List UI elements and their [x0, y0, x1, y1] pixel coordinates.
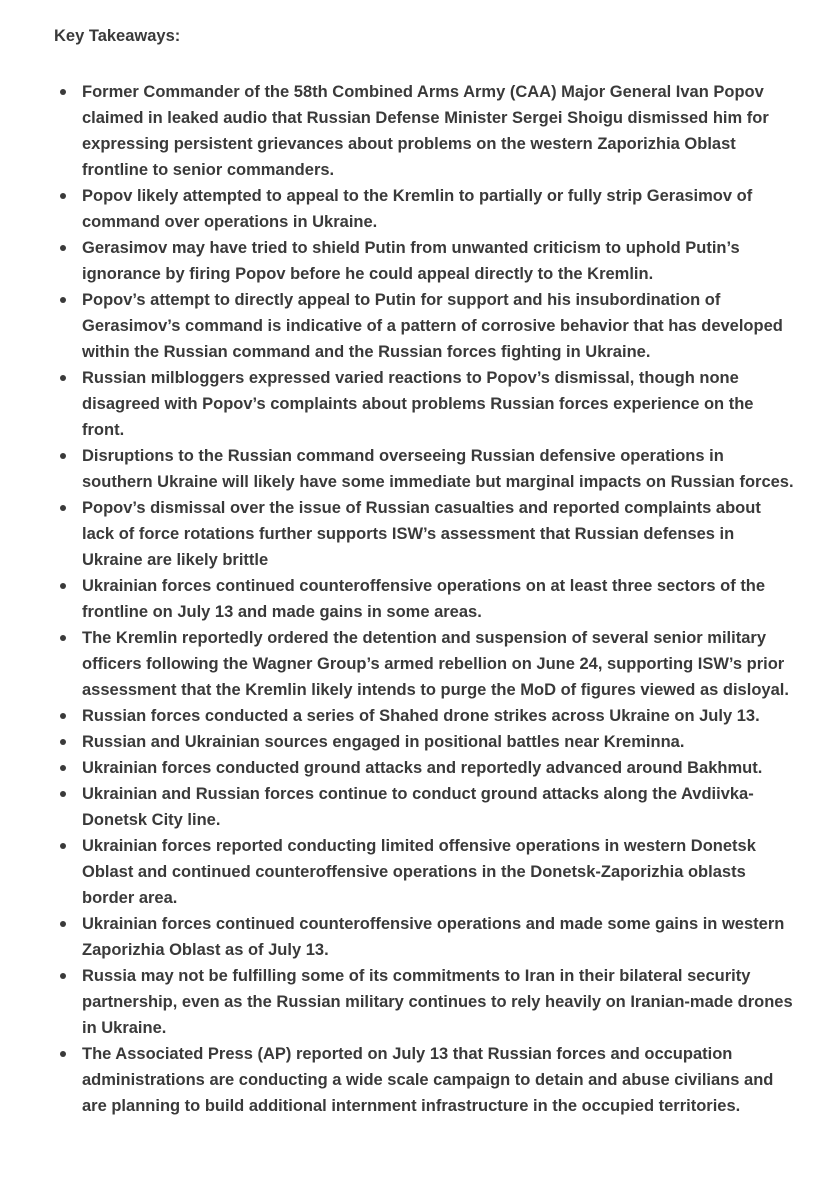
- bullet-icon: [60, 453, 66, 459]
- section-heading: Key Takeaways:: [54, 27, 181, 45]
- list-item: [82, 729, 795, 755]
- list-item: [82, 833, 795, 911]
- list-item-text: Ukrainian forces continued counteroffensive operations and made some gains in western Zaporizhia Oblast as of July 13.: [82, 915, 785, 959]
- bullet-icon: [60, 505, 66, 511]
- bullet-icon: [60, 245, 66, 251]
- bullet-icon: [60, 193, 66, 199]
- bullet-icon: [60, 635, 66, 641]
- bullet-icon: [60, 791, 66, 797]
- list-item: [82, 183, 795, 235]
- list-item: [82, 365, 795, 443]
- list-item: [82, 443, 795, 495]
- list-item-text: Ukrainian forces continued counteroffensive operations on at least three sectors of the frontline on July 13 and made gains in some areas.: [82, 577, 766, 621]
- list-item-text: Disruptions to the Russian command overseeing Russian defensive operations in southern Ukraine will likely have some immediate but marginal impacts on Russian forces.: [82, 447, 794, 491]
- bullet-icon: [60, 921, 66, 927]
- list-item-text: Popov’s attempt to directly appeal to Putin for support and his insubordination of Gerasimov’s command is indicative of a pattern of corrosive behavior that has developed within the Russian command and the Russian forces fighting in Ukraine.: [82, 291, 783, 361]
- bullet-icon: [60, 297, 66, 303]
- bullet-icon: [60, 843, 66, 849]
- list-item: [82, 79, 795, 183]
- list-item-text: Russia may not be fulfilling some of its commitments to Iran in their bilateral security partnership, even as the Russian military continues to rely heavily on Iranian-made drones in Ukraine.: [82, 967, 793, 1037]
- bullet-icon: [60, 1051, 66, 1057]
- list-item-text: Popov likely attempted to appeal to the Kremlin to partially or fully strip Gerasimov of command over operations in Ukraine.: [82, 187, 753, 231]
- list-item: [82, 911, 795, 963]
- list-item: [82, 755, 795, 781]
- list-item-text: Ukrainian forces reported conducting limited offensive operations in western Donetsk Oblast and continued counteroffensive operations in the Donetsk-Zaporizhia oblasts border area.: [82, 837, 756, 907]
- list-item: [82, 963, 795, 1041]
- list-item: [82, 573, 795, 625]
- list-item: [82, 625, 795, 703]
- bullet-icon: [60, 583, 66, 589]
- list-item-text: Former Commander of the 58th Combined Arms Army (CAA) Major General Ivan Popov claimed in leaked audio that Russian Defense Minister Sergei Shoigu dismissed him for expressing persistent grievances about problems on the western Zaporizhia Oblast frontline to senior commanders.: [82, 83, 769, 179]
- bullet-icon: [60, 375, 66, 381]
- list-item-text: Russian forces conducted a series of Shahed drone strikes across Ukraine on July 13.: [82, 707, 760, 725]
- bullet-icon: [60, 765, 66, 771]
- bullet-icon: [60, 973, 66, 979]
- list-item-text: Ukrainian forces conducted ground attacks and reportedly advanced around Bakhmut.: [82, 759, 763, 777]
- list-item: [82, 1041, 795, 1119]
- list-item-text: The Kremlin reportedly ordered the detention and suspension of several senior military officers following the Wagner Group’s armed rebellion on June 24, supporting ISW’s prior assessment that the Kremlin likely intends to purge the MoD of figures viewed as disloyal.: [82, 629, 789, 699]
- list-item: [82, 235, 795, 287]
- list-item: [82, 495, 795, 573]
- list-item: [82, 703, 795, 729]
- takeaways-list: [54, 79, 795, 1119]
- list-item-text: Ukrainian and Russian forces continue to conduct ground attacks along the Avdiivka-Donetsk City line.: [82, 785, 754, 829]
- list-item-text: Popov’s dismissal over the issue of Russian casualties and reported complaints about lack of force rotations further supports ISW’s assessment that Russian defenses in Ukraine are likely brittle: [82, 499, 761, 569]
- list-item-text: Russian milbloggers expressed varied reactions to Popov’s dismissal, though none disagreed with Popov’s complaints about problems Russian forces experience on the front.: [82, 369, 754, 439]
- list-item-text: Russian and Ukrainian sources engaged in positional battles near Kreminna.: [82, 733, 685, 751]
- bullet-icon: [60, 739, 66, 745]
- list-item: [82, 781, 795, 833]
- bullet-icon: [60, 89, 66, 95]
- list-item-text: Gerasimov may have tried to shield Putin from unwanted criticism to uphold Putin’s ignorance by firing Popov before he could appeal directly to the Kremlin.: [82, 239, 740, 283]
- list-item: [82, 287, 795, 365]
- list-item-text: The Associated Press (AP) reported on July 13 that Russian forces and occupation administrations are conducting a wide scale campaign to detain and abuse civilians and are planning to build additional internment infrastructure in the occupied territories.: [82, 1045, 774, 1115]
- bullet-icon: [60, 713, 66, 719]
